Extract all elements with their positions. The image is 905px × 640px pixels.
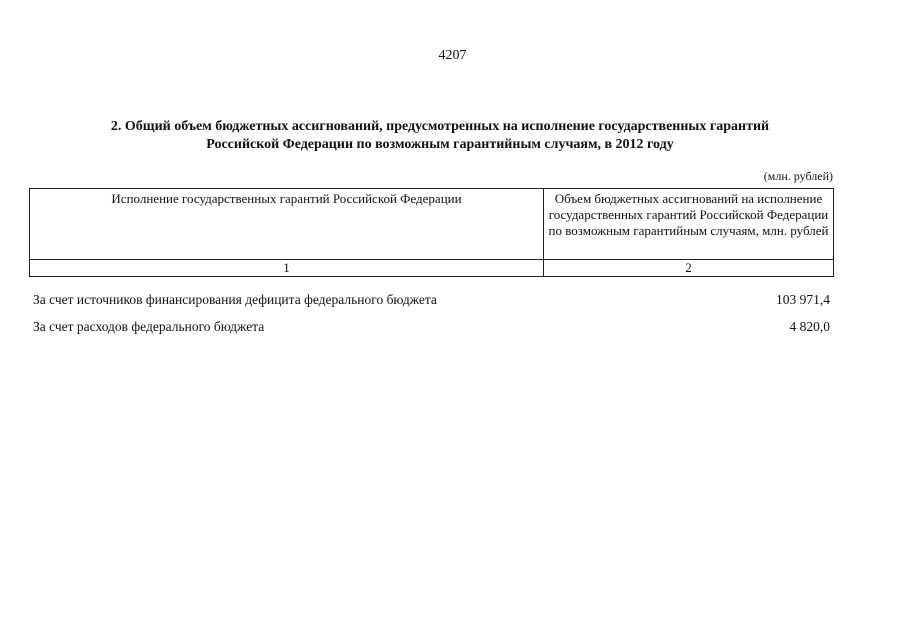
table-row bbox=[33, 319, 830, 335]
table-header-row bbox=[30, 189, 834, 260]
row-amount: 103 971,4 bbox=[776, 292, 830, 307]
page-number: 4207 bbox=[438, 48, 467, 63]
column-header-guarantees: Исполнение государственных гарантий Российской Федерации bbox=[30, 189, 544, 260]
column-number-row bbox=[30, 260, 834, 277]
column-number-1: 1 bbox=[30, 260, 544, 277]
table-row bbox=[33, 292, 830, 308]
row-amount: 4 820,0 bbox=[789, 319, 830, 334]
title-line-1: 2. Общий объем бюджетных ассигнований, предусмотренных на исполнение государственных гарантий bbox=[110, 119, 770, 134]
units-label: (млн. рублей) bbox=[763, 169, 833, 183]
title-line-2: Российской Федерации по возможным гарантийным случаям, в 2012 году bbox=[206, 137, 674, 152]
document-title bbox=[40, 118, 840, 154]
row-label: За счет источников финансирования дефицита федерального бюджета bbox=[33, 292, 437, 307]
row-label: За счет расходов федерального бюджета bbox=[33, 319, 265, 334]
column-header-allocations: Объем бюджетных ассигнований на исполнение государственных гарантий Российской Федерации по возможным гарантийным случаям, млн. рублей bbox=[544, 189, 834, 260]
column-number-2: 2 bbox=[544, 260, 834, 277]
budget-table-header bbox=[29, 188, 834, 277]
